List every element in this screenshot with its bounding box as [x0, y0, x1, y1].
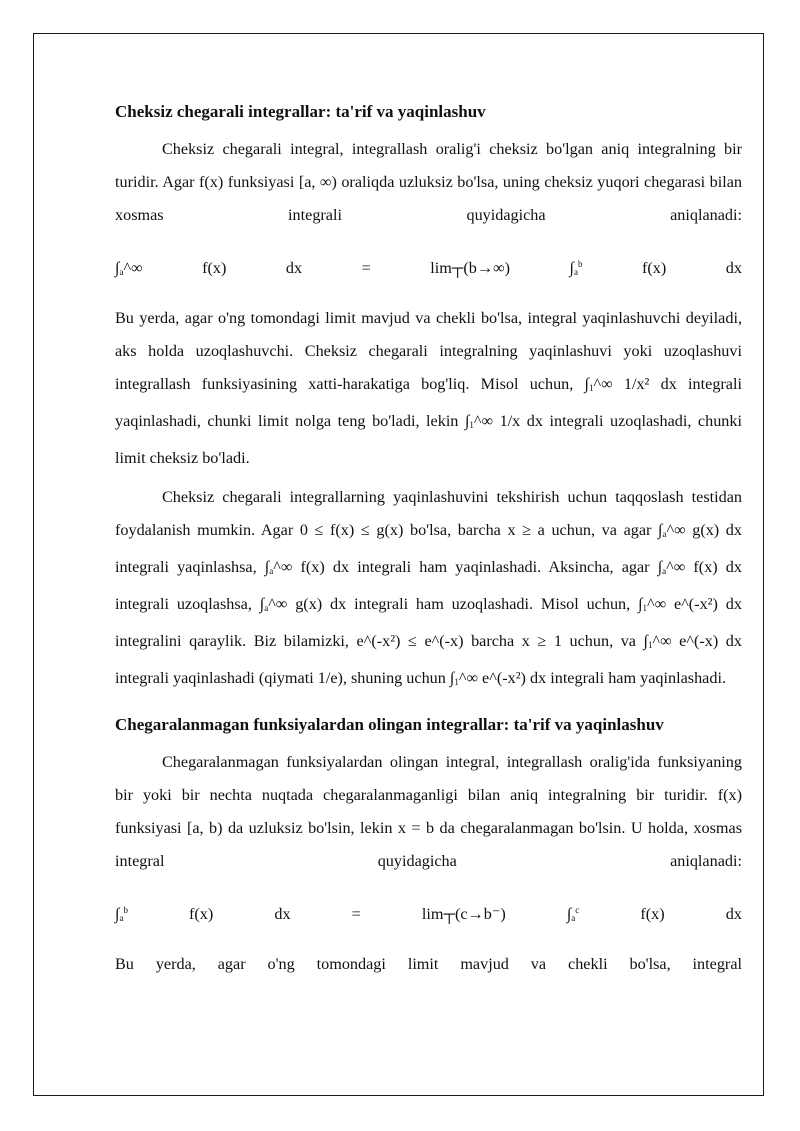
formula-dx-right: dx: [725, 259, 742, 277]
formula-limit: lim┬(c→b⁻): [421, 905, 506, 923]
formula-dx: dx: [274, 905, 291, 923]
formula-infinite-limit: [115, 248, 742, 281]
formula-fx: f(x): [202, 259, 227, 277]
section-heading-unbounded-functions: Chegaralanmagan funksiyalardan olingan integrallar: ta'rif va yaqinlashuv: [115, 715, 664, 734]
formula-fx: f(x): [189, 905, 214, 923]
formula-limit: lim┬(b→∞): [430, 259, 510, 277]
document-body: [115, 95, 742, 981]
paragraph-unbounded-convergence: Bu yerda, agar o'ng tomondagi limit mavjud va chekli bo'lsa, integral: [115, 955, 742, 973]
integral-left: $\int_a^b$: [115, 905, 128, 923]
formula-fx-right: f(x): [640, 905, 665, 923]
paragraph-definition-infinite: Cheksiz chegarali integral, integrallash oralig'i cheksiz bo'lgan aniq integralning bir turidir. Agar f(x) funksiyasi [a, ∞) oraliqda uzluksiz bo'lsa, uning cheksiz yuqori chegarasi bilan xosmas integrali quyidagicha aniqlanadi:: [115, 140, 742, 224]
formula-unbounded-limit: [115, 894, 742, 927]
formula-dx-right: dx: [725, 905, 742, 923]
integral-right: $\int_a^c$: [566, 905, 580, 923]
formula-equals: =: [361, 259, 371, 277]
formula-dx: dx: [285, 259, 303, 277]
paragraph-convergence-explanation: Bu yerda, agar o'ng tomondagi limit mavjud va chekli bo'lsa, integral yaqinlashuvchi deyiladi, aks holda uzoqlashuvchi. Cheksiz chegarali integralning yaqinlashuvi yoki uzoqlashuvi integrallash funksiyasining xatti-harakatiga bog'liq. Misol uchun, $\int_1\^{}\infty$ 1/x² dx integrali yaqinlashadi, chunki limit nolga teng bo'ladi, lekin $\int_1\^{}\infty$ 1/x dx integrali uzoqlashadi, chunki limit cheksiz bo'ladi.: [115, 309, 742, 467]
integral-right: $\int_a^b$: [569, 259, 583, 277]
integral-left: $\int_a\^{}\infty$: [115, 259, 143, 277]
paragraph-definition-unbounded: Chegaralanmagan funksiyalardan olingan integral, integrallash oralig'ida funksiyaning bir yoki bir nechta nuqtada chegaralanmaganligi bilan aniq integralning bir turidir. f(x) funksiyasi [a, b) da uzluksiz bo'lsin, lekin x = b da chegaralanmagan bo'lsin. U holda, xosmas integral quyidagicha aniqlanadi:: [115, 753, 742, 870]
formula-equals: =: [351, 905, 361, 923]
formula-fx-right: f(x): [641, 259, 667, 277]
section-heading-improper-infinite-limits: Cheksiz chegarali integrallar: ta'rif va yaqinlashuv: [115, 102, 486, 121]
paragraph-comparison-test: Cheksiz chegarali integrallarning yaqinlashuvini tekshirish uchun taqqoslash testidan foydalanish mumkin. Agar 0 ≤ f(x) ≤ g(x) bo'lsa, barcha x ≥ a uchun, va agar $\int_a\^{}\infty$ g(x) dx integrali yaqinlashsa, $\int_a\^{}\infty$ f(x) dx integrali ham yaqinlashadi. Aksincha, agar $\int_a\^{}\infty$ f(x) dx integrali uzoqlashsa, $\int_a\^{}\infty$ g(x) dx integrali ham uzoqlashadi. Misol uchun, $\int_1\^{}\infty$ e^(-x²) dx integralini qaraylik. Biz bilamizki, e^(-x²) ≤ e^(-x) barcha x ≥ 1 uchun, va $\int_1\^{}\infty$ e^(-x) dx integrali yaqinlashadi (qiymati 1/e), shuning uchun $\int_1\^{}\infty$ e^(-x²) dx integrali ham yaqinlashadi.: [115, 488, 742, 687]
